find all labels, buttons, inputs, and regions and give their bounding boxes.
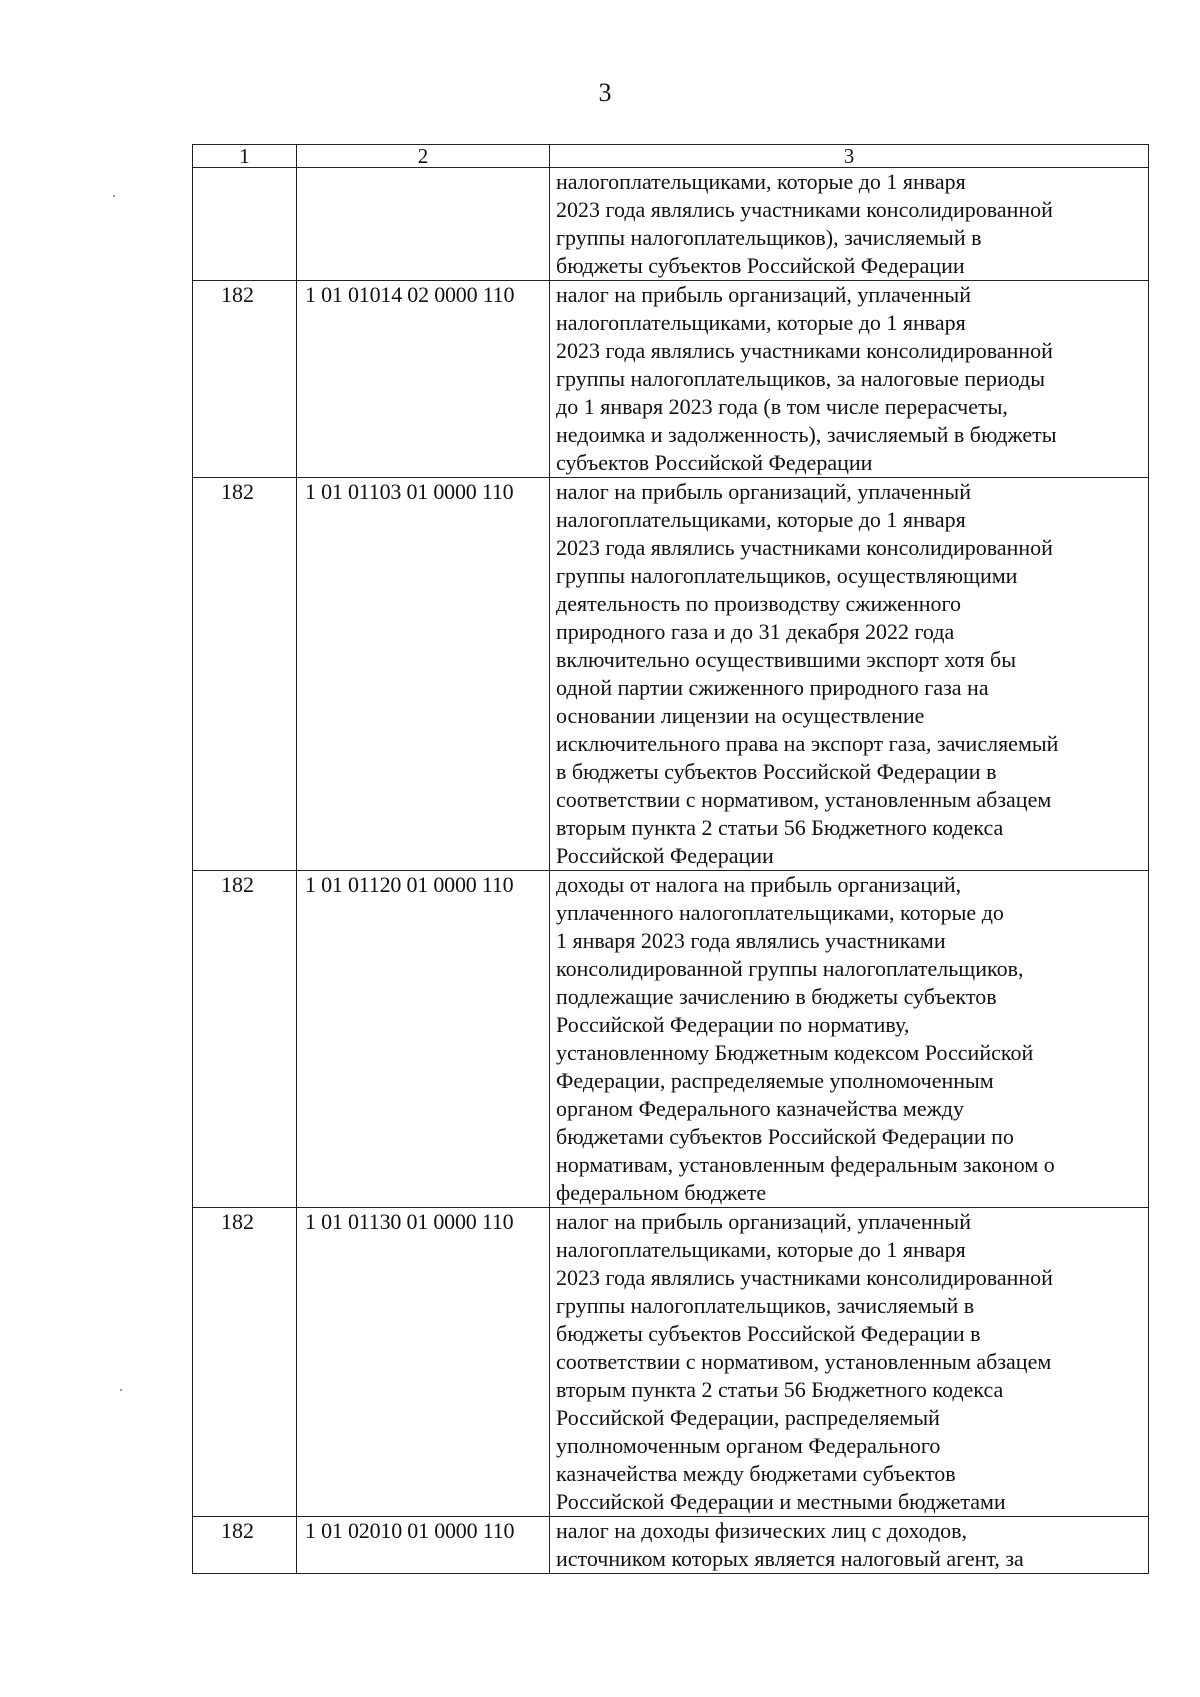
- description-line: бюджеты субъектов Российской Федерации в: [556, 1321, 981, 1346]
- table-header-row: [193, 145, 1149, 168]
- description-line: природного газа и до 31 декабря 2022 года: [556, 619, 955, 644]
- description-line: группы налогоплательщиков, зачисляемый в: [556, 1293, 975, 1318]
- description-line: субъектов Российской Федерации: [556, 450, 873, 475]
- description-line: исключительного права на экспорт газа, зачисляемый: [556, 731, 1059, 756]
- description-line: источником которых является налоговый агент, за: [556, 1546, 1024, 1571]
- revenue-code-cell: [297, 168, 550, 281]
- description-line: налог на доходы физических лиц с доходов,: [556, 1518, 968, 1543]
- description-line: одной партии сжиженного природного газа на: [556, 675, 989, 700]
- column-header-3: 3: [550, 145, 1149, 168]
- table-row: [193, 168, 1149, 281]
- admin-code-cell: 182: [193, 1517, 297, 1574]
- description-line: недоимка и задолженность), зачисляемый в бюджеты: [556, 422, 1057, 447]
- description-line: федеральном бюджете: [556, 1180, 767, 1205]
- admin-code-cell: 182: [193, 871, 297, 1208]
- revenue-code-cell: 1 01 01103 01 0000 110: [297, 478, 550, 871]
- description-line: 1 января 2023 года являлись участниками: [556, 928, 946, 953]
- revenue-description-cell: [550, 281, 1149, 478]
- description-line: консолидированной группы налогоплательщиков,: [556, 956, 1024, 981]
- description-line: налогоплательщиками, которые до 1 января: [556, 310, 966, 335]
- revenue-description-cell: [550, 1208, 1149, 1517]
- admin-code-cell: [193, 168, 297, 281]
- description-line: подлежащие зачислению в бюджеты субъектов: [556, 984, 997, 1009]
- description-line: 2023 года являлись участниками консолидированной: [556, 197, 1053, 222]
- table-row: [193, 871, 1149, 1208]
- description-line: Российской Федерации, распределяемый: [556, 1405, 940, 1430]
- description-line: налог на прибыль организаций, уплаченный: [556, 282, 971, 307]
- revenue-code-cell: 1 01 02010 01 0000 110: [297, 1517, 550, 1574]
- description-line: деятельность по производству сжиженного: [556, 591, 961, 616]
- description-line: в бюджеты субъектов Российской Федерации в: [556, 759, 997, 784]
- description-line: налог на прибыль организаций, уплаченный: [556, 479, 971, 504]
- description-line: нормативам, установленным федеральным законом о: [556, 1152, 1055, 1177]
- description-line: вторым пункта 2 статьи 56 Бюджетного кодекса: [556, 815, 1004, 840]
- description-line: Российской Федерации и местными бюджетами: [556, 1489, 1006, 1514]
- description-line: группы налогоплательщиков, осуществляющими: [556, 563, 1018, 588]
- description-line: уплаченного налогоплательщиками, которые до: [556, 900, 1004, 925]
- revenue-code-cell: 1 01 01120 01 0000 110: [297, 871, 550, 1208]
- revenue-description-cell: [550, 1517, 1149, 1574]
- description-line: бюджетами субъектов Российской Федерации по: [556, 1124, 1014, 1149]
- description-line: доходы от налога на прибыль организаций,: [556, 872, 962, 897]
- revenue-description-cell: [550, 168, 1149, 281]
- page-number: 3: [598, 78, 612, 107]
- description-line: установленному Бюджетным кодексом Российской: [556, 1040, 1034, 1065]
- revenue-codes-table: [192, 144, 1149, 1574]
- description-line: 2023 года являлись участниками консолидированной: [556, 338, 1053, 363]
- revenue-description-cell: [550, 478, 1149, 871]
- description-line: Российской Федерации: [556, 843, 774, 868]
- revenue-code-cell: 1 01 01014 02 0000 110: [297, 281, 550, 478]
- description-line: вторым пункта 2 статьи 56 Бюджетного кодекса: [556, 1377, 1004, 1402]
- description-line: группы налогоплательщиков, за налоговые периоды: [556, 366, 1045, 391]
- table-row: [193, 1208, 1149, 1517]
- scan-speck: [120, 1389, 122, 1391]
- admin-code-cell: 182: [193, 478, 297, 871]
- description-line: основании лицензии на осуществление: [556, 703, 925, 728]
- table-row: [193, 1517, 1149, 1574]
- description-line: налогоплательщиками, которые до 1 января: [556, 1237, 966, 1262]
- description-line: уполномоченным органом Федерального: [556, 1433, 941, 1458]
- table-row: [193, 281, 1149, 478]
- table-row: [193, 478, 1149, 871]
- description-line: налог на прибыль организаций, уплаченный: [556, 1209, 971, 1234]
- description-line: органом Федерального казначейства между: [556, 1096, 964, 1121]
- admin-code-cell: 182: [193, 281, 297, 478]
- description-line: бюджеты субъектов Российской Федерации: [556, 253, 965, 278]
- revenue-description-cell: [550, 871, 1149, 1208]
- description-line: включительно осуществившими экспорт хотя бы: [556, 647, 1017, 672]
- revenue-code-cell: 1 01 01130 01 0000 110: [297, 1208, 550, 1517]
- description-line: группы налогоплательщиков), зачисляемый в: [556, 225, 982, 250]
- description-line: 2023 года являлись участниками консолидированной: [556, 535, 1053, 560]
- scan-speck: [113, 195, 115, 197]
- description-line: соответствии с нормативом, установленным абзацем: [556, 787, 1052, 812]
- description-line: казначейства между бюджетами субъектов: [556, 1461, 956, 1486]
- description-line: Российской Федерации по нормативу,: [556, 1012, 910, 1037]
- description-line: налогоплательщиками, которые до 1 января: [556, 169, 966, 194]
- column-header-2: 2: [297, 145, 550, 168]
- description-line: 2023 года являлись участниками консолидированной: [556, 1265, 1053, 1290]
- admin-code-cell: 182: [193, 1208, 297, 1517]
- table-body: [193, 168, 1149, 1574]
- description-line: до 1 января 2023 года (в том числе перерасчеты,: [556, 394, 1008, 419]
- description-line: Федерации, распределяемые уполномоченным: [556, 1068, 994, 1093]
- column-header-1: 1: [193, 145, 297, 168]
- description-line: соответствии с нормативом, установленным абзацем: [556, 1349, 1052, 1374]
- description-line: налогоплательщиками, которые до 1 января: [556, 507, 966, 532]
